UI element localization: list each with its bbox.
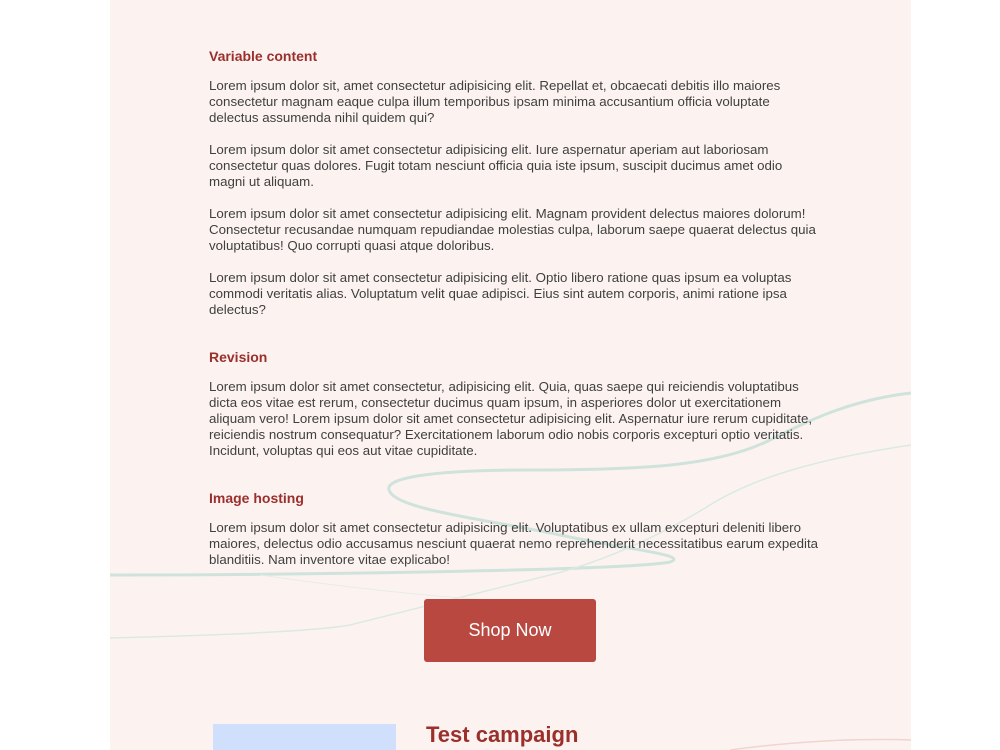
paragraph: Lorem ipsum dolor sit amet consectetur adipisicing elit. Optio libero ratione quas ipsum ea voluptas commodi veritatis alias. Voluptatum velit quae adipisci. Eius sint autem corporis, animi ratione ipsa delectus? xyxy=(209,270,792,317)
campaign-image-placeholder xyxy=(213,724,396,750)
shop-now-button[interactable]: Shop Now xyxy=(424,599,596,662)
wave-line-faint xyxy=(260,575,490,600)
section-image-hosting xyxy=(209,489,819,568)
section-heading: Image hosting xyxy=(209,490,304,506)
section-revision xyxy=(209,348,819,459)
section-variable-content xyxy=(209,47,819,318)
paragraph: Lorem ipsum dolor sit amet consectetur adipisicing elit. Iure aspernatur aperiam aut laboriosam consectetur quas dolores. Fugit totam nesciunt officia quia iste ipsum, suscipit ducimus amet odio magni ut aliquam. xyxy=(209,142,783,189)
email-body xyxy=(110,0,911,750)
paragraph: Lorem ipsum dolor sit amet consectetur, adipisicing elit. Quia, quas saepe qui reiciendis voluptatibus dicta eos vitae est rerum, consectetur ducimus quam ipsum, in asperiores dolor ut exercitationem aliquam vero! Lorem ipsum dolor sit amet consectetur adipisicing elit. Aspernatur iure rerum cupiditate, reiciendis nostrum consequatur? Exercitationem laborum odio nobis corporis excepturi optio veritatis. Incidunt, voluptas qui eos aut vitae cupiditate. xyxy=(209,379,813,458)
paragraph: Lorem ipsum dolor sit, amet consectetur adipisicing elit. Repellat et, obcaecati debitis illo maiores consectetur magnam eaque culpa illum temporibus ipsam minima accusantium officia voluptate delectus assumenda nihil quidem qui? xyxy=(209,78,781,125)
paragraph: Lorem ipsum dolor sit amet consectetur adipisicing elit. Voluptatibus ex ullam excepturi deleniti libero maiores, delectus odio accusamus nesciunt quaerat nemo reprehenderit necessitatibus earum expedita blanditiis. Nam inventore vitae explicabo! xyxy=(209,520,819,567)
section-heading: Variable content xyxy=(209,48,318,64)
wave-line-pink xyxy=(730,739,911,750)
section-heading: Revision xyxy=(209,349,268,365)
paragraph: Lorem ipsum dolor sit amet consectetur adipisicing elit. Magnam provident delectus maiores dolorum! Consectetur recusandae numquam repudiandae molestias culpa, laborum saepe quaerat delectus quia voluptatibus! Quo corrupti quasi atque doloribus. xyxy=(209,206,816,253)
campaign-title: Test campaign xyxy=(426,722,579,747)
